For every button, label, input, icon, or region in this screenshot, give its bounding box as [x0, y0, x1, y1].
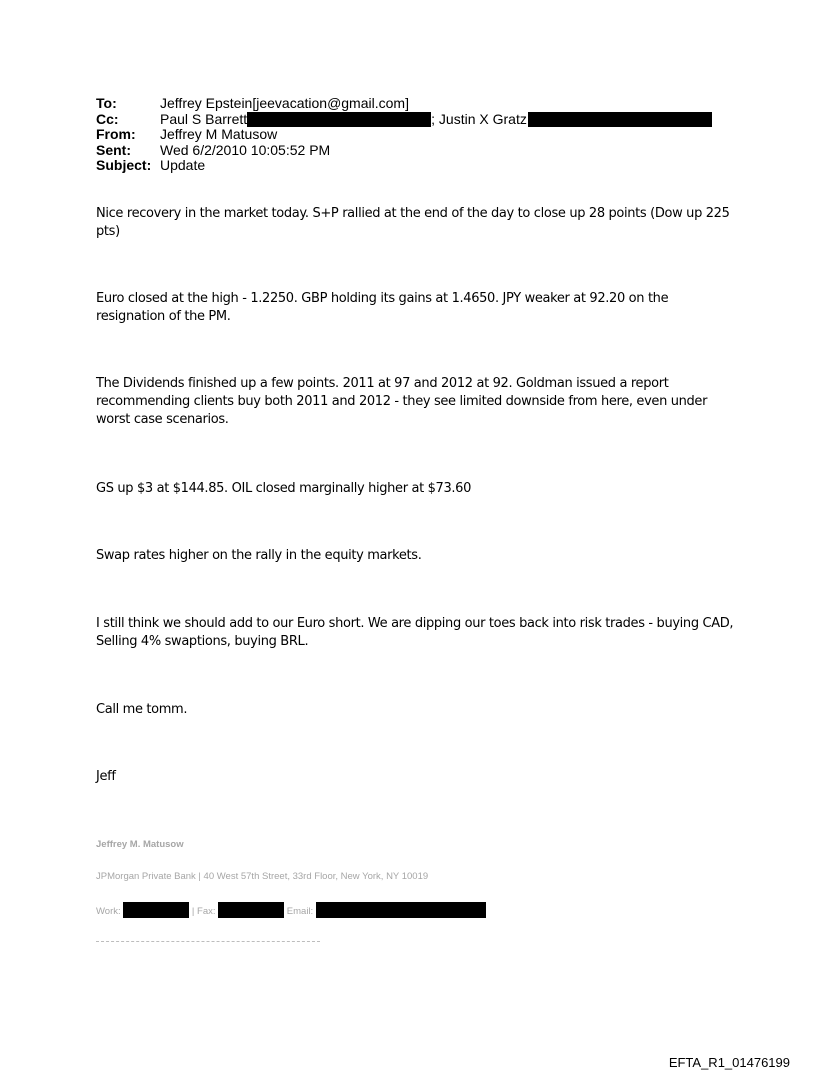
- body-paragraph-5: Swap rates higher on the rally in the equity markets.: [96, 548, 422, 563]
- email-header: [96, 96, 736, 174]
- document-id: EFTA_R1_01476199: [668, 1055, 790, 1070]
- redaction-box: [218, 902, 284, 918]
- to-label: To:: [96, 95, 117, 111]
- fax-label: | Fax:: [191, 906, 216, 917]
- redaction-box: [528, 112, 712, 127]
- signature-address: JPMorgan Private Bank | 40 West 57th Street, 33rd Floor, New York, NY 10019: [96, 871, 429, 882]
- sent-label: Sent:: [96, 141, 131, 158]
- email-label: Email:: [286, 906, 314, 917]
- from-row: [96, 127, 736, 143]
- cc-recipient-2: ; Justin X Gratz: [431, 110, 527, 127]
- signature-contact-line: [96, 902, 486, 918]
- redaction-box: [247, 112, 431, 127]
- work-label: Work:: [96, 906, 121, 917]
- sent-row: [96, 143, 736, 159]
- cc-row: [96, 112, 736, 128]
- body-paragraph-7: Call me tomm.: [96, 702, 188, 717]
- to-value: Jeffrey Epstein[jeevacation@gmail.com]: [160, 95, 409, 111]
- redaction-box: [123, 902, 189, 918]
- subject-row: [96, 158, 736, 174]
- body-paragraph-2: Euro closed at the high - 1.2250. GBP holding its gains at 1.4650. JPY weaker at 92.20 on the resignation of the PM.: [96, 291, 669, 324]
- signature-divider: [96, 941, 320, 942]
- body-paragraph-4: GS up $3 at $144.85. OIL closed marginally higher at $73.60: [96, 481, 471, 496]
- subject-label: Subject:: [96, 157, 152, 173]
- redaction-box: [316, 902, 486, 918]
- body-paragraph-1: Nice recovery in the market today. S+P rallied at the end of the day to close up 28 points (Dow up 225 pts): [96, 206, 730, 239]
- subject-value: Update: [160, 157, 206, 173]
- body-paragraph-3: The Dividends finished up a few points. 2011 at 97 and 2012 at 92. Goldman issued a report recommending clients buy both 2011 and 2012 - they see limited downside from here, even under worst case scenarios.: [96, 376, 708, 427]
- to-row: [96, 96, 736, 112]
- sent-value: Wed 6/2/2010 10:05:52 PM: [160, 141, 331, 158]
- body-paragraph-8: Jeff: [96, 769, 116, 784]
- cc-recipient-1: Paul S Barrett: [160, 110, 248, 127]
- cc-label: Cc:: [96, 110, 119, 127]
- from-label: From:: [96, 126, 136, 142]
- body-paragraph-6: I still think we should add to our Euro short. We are dipping our toes back into risk trades - buying CAD, Selling 4% swaptions, buying BRL.: [96, 616, 734, 649]
- cc-value: [160, 112, 712, 128]
- from-value: Jeffrey M Matusow: [160, 126, 278, 142]
- signature-name: Jeffrey M. Matusow: [96, 839, 184, 850]
